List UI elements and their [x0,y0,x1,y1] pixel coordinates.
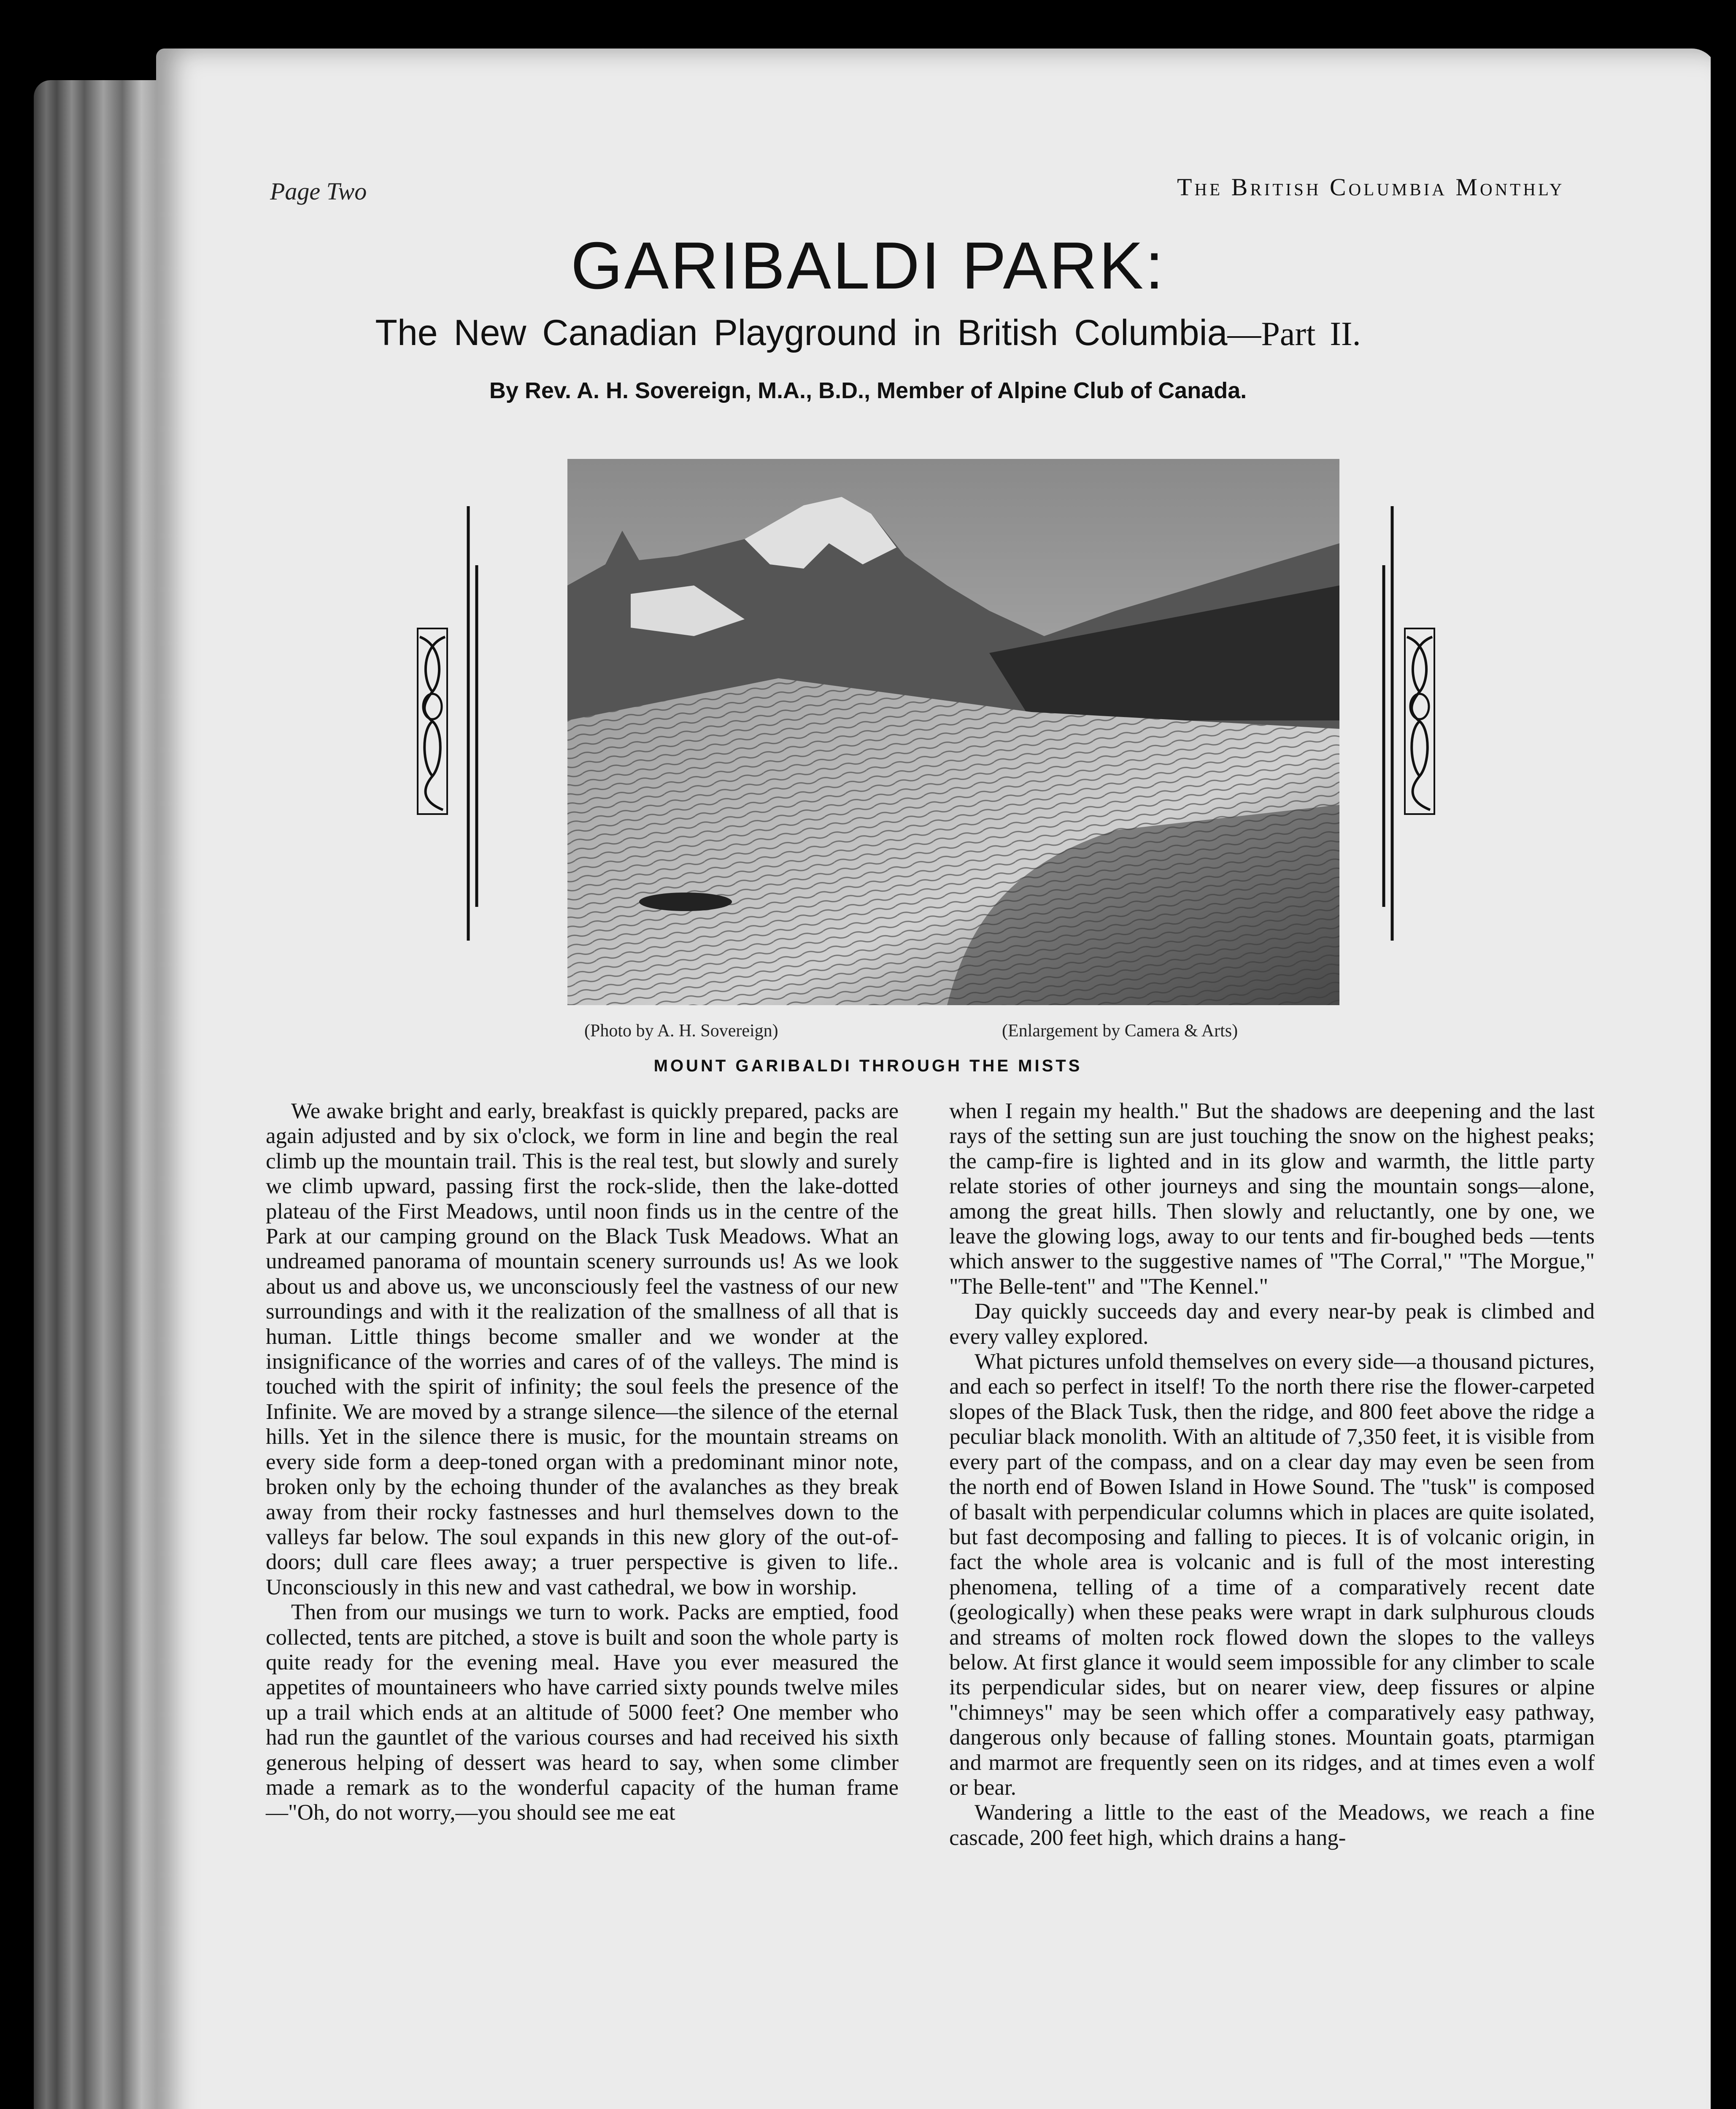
right-paragraph-4: Wandering a little to the east of the Meadows, we reach a fine cascade, 200 feet high, which drains a hang- [949,1800,1595,1850]
right-scroll-ornament [1405,628,1434,814]
page-number-label: Page Two [270,178,367,205]
right-text-column [949,1099,1595,1850]
left-paragraph-2: Then from our musings we turn to work. Packs are emptied, food collected, tents are pitched, a stove is built and soon the whole party is quite ready for the evening meal. Have you ever measured the appetites of mountaineers who have carried sixty pounds twelve miles up a trail which ends at an altitude of 5000 feet? One member who had run the gauntlet of the various courses and had received his sixth generous helping of dessert was heard to say, when some climber made a remark as to the wonderful capacity of the human frame—"Oh, do not worry,—you should see me eat [266,1600,899,1825]
left-ornament-border [413,502,498,945]
photo-credit: (Photo by A. H. Sovereign) [584,1021,778,1041]
left-text-column [266,1099,899,1826]
subtitle-main: The New Canadian Playground in British Columbia [375,313,1228,353]
right-paragraph-2: Day quickly succeeds day and every near-by peak is climbed and every valley explored. [949,1299,1595,1349]
left-paragraph-1: We awake bright and early, breakfast is quickly prepared, packs are again adjusted and by six o'clock, we form in line and begin the real climb up the mountain trail. This is the real test, but slowly and surely we climb upward, passing first the rock-slide, then the lake-dotted plateau of the First Meadows, until noon finds us in the centre of the Park at our camping ground on the Black Tusk Meadows. What an undreamed panorama of mountain scenery surrounds us! As we look about us and above us, we unconsciously feel the vastness of our new surroundings and with it the realization of the smallness of all that is human. Little things become smaller and we wonder at the insignificance of the worries and cares of of the valleys. The mind is touched with the spirit of infinity; the soul feels the presence of the Infinite. We are moved by a strange silence—the silence of the eternal hills. Yet in the silence there is music, for the mountain streams on every side form a deep-toned organ with a predominant minor note, broken only by the echoing thunder of the avalanches as they break away from their rocky fastnesses and hurl themselves down to the valleys far below. The soul expands in this new glory of the out-of-doors; dull care flees away; a truer perspective is given to life.. Unconsciously in this new and vast cathedral, we bow in worship. [266,1099,899,1599]
right-ornament-border [1375,502,1460,945]
right-paragraph-3: What pictures unfold themselves on every side—a thousand pictures, and each so perfect in itself! To the north there rise the flower-carpeted slopes of the Black Tusk, then the ridge, and 800 feet above the ridge a peculiar black monolith. With an altitude of 7,350 feet, it is visible from every part of the compass, and on a clear day may even be seen from the north end of Bowen Island in Howe Sound. The "tusk" is composed of basalt with perpendicular columns which in places are quite isolated, but fast decomposing and falling to pieces. It is of volcanic origin, in fact the whole area is volcanic and is full of the most interesting phenomena, telling of a time of a comparatively recent date (geologically) when these peaks were wrapt in dark sulphurous clouds and streams of molten rock flowed down the slopes to the valleys below. At first glance it would seem impossible for any climber to scale its perpendicular sides, but on nearer view, deep fissures or alpine "chimneys" may be seen which offer a comparatively easy pathway, dangerous only because of falling stones. Mountain goats, ptarmigan and marmot are frequently seen on its ridges, and at times even a wolf or bear. [949,1349,1595,1800]
enlargement-credit: (Enlargement by Camera & Arts) [1002,1021,1238,1041]
subtitle-part: —Part II. [1227,316,1361,353]
article-title: GARIBALDI PARK: [570,229,1166,303]
left-scroll-ornament [418,628,447,814]
scan-right-border [1711,0,1736,2109]
article-subtitle [0,312,1736,354]
figure-caption: MOUNT GARIBALDI THROUGH THE MISTS [653,1057,1083,1075]
article-byline: By Rev. A. H. Sovereign, M.A., B.D., Member of Alpine Club of Canada. [489,378,1247,403]
publication-running-head: The British Columbia Monthly [1177,173,1565,201]
right-paragraph-1: when I regain my health." But the shadows are deepening and the last rays of the setting sun are just touching the snow on the highest peaks; the camp-fire is lighted and in its glow and warmth, the little party relate stories of other journeys and sing the mountain songs—alone, among the great hills. Then slowly and reluctantly, one by one, we leave the glowing logs, away to our tents and fir-boughed beds —tents which answer to the suggestive names of "The Corral," "The Morgue," "The Belle-tent" and "The Kennel." [949,1099,1595,1299]
mount-garibaldi-photo [567,459,1339,1005]
